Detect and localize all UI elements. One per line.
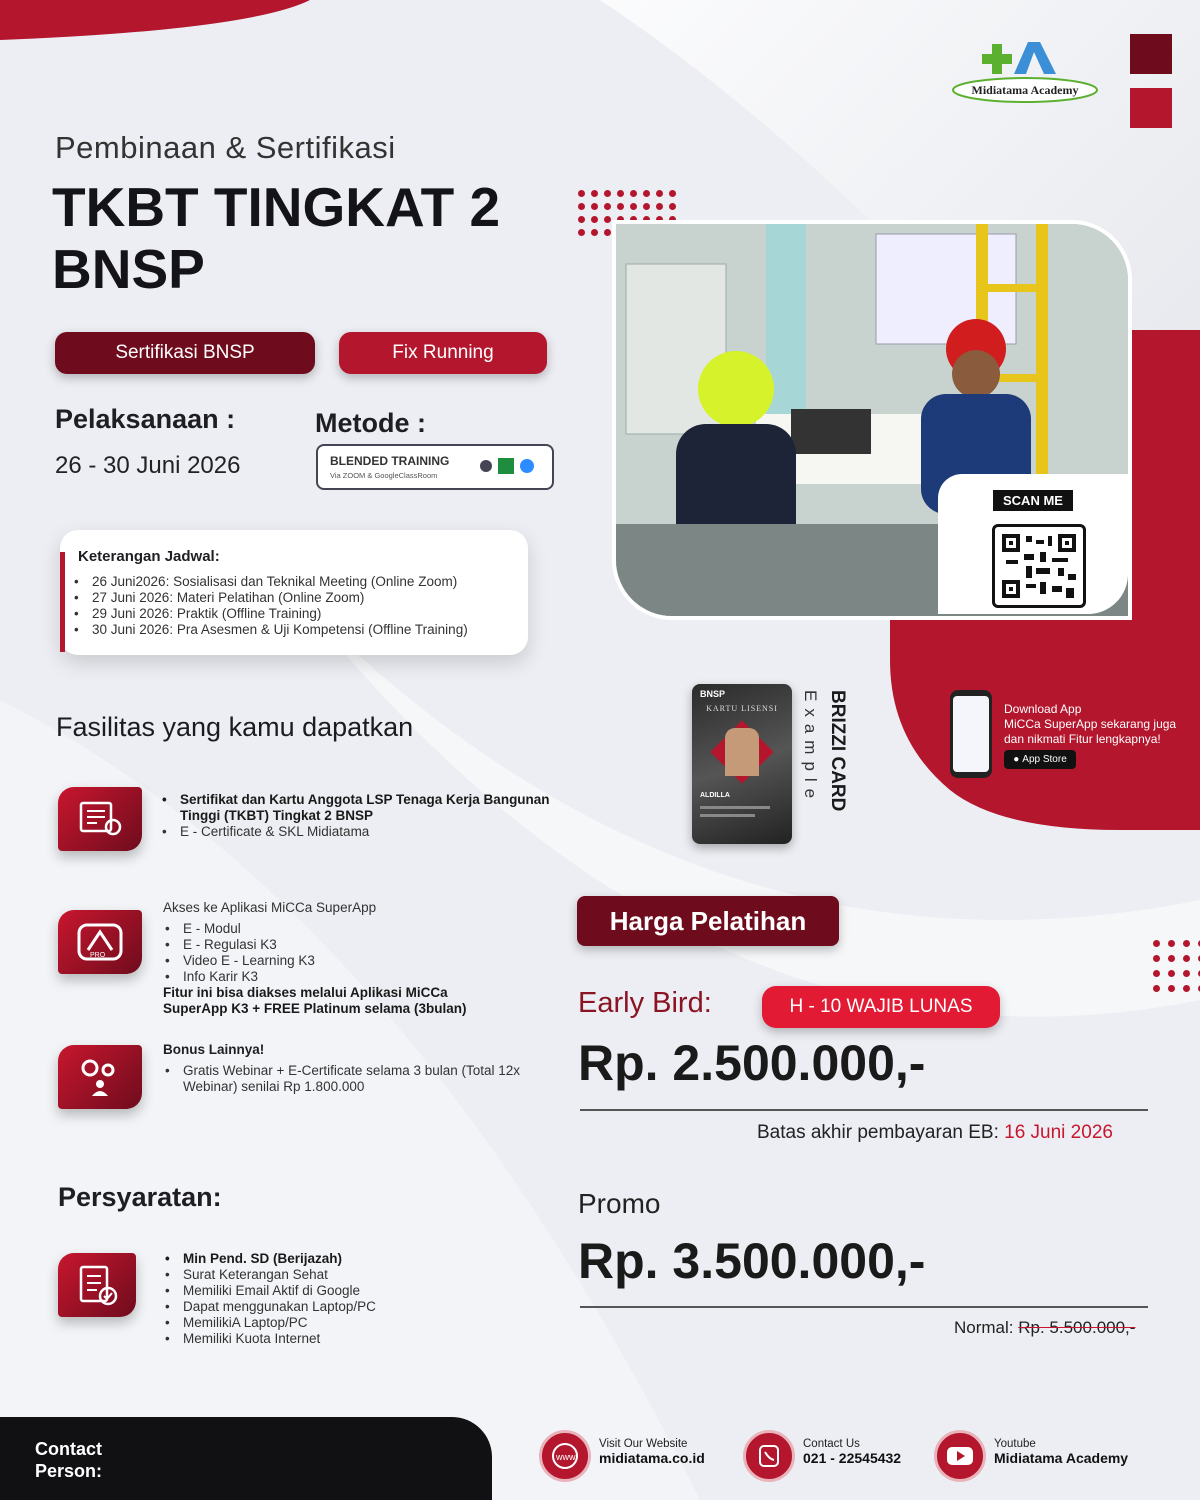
deadline-date: 16 Juni 2026 (1004, 1122, 1113, 1143)
fasilitas-title: Fasilitas yang kamu dapatkan (56, 712, 414, 742)
deco-square-dark (1130, 34, 1172, 74)
fasilitas-item: • E - Certificate & SKL Midiatama (160, 824, 570, 840)
syarat-item: • Memiliki Email Aktif di Google (163, 1283, 543, 1299)
hero-subtitle: Pembinaan & Sertifikasi (55, 130, 396, 165)
youtube-value: Midiatama Academy (994, 1450, 1129, 1466)
bonus-item: • Gratis Webinar + E-Certificate selama 3 bulan (Total 12x Webinar) senilai Rp 1.800.000 (163, 1063, 553, 1095)
early-bird-price: Rp. 2.500.000,- (578, 1035, 926, 1091)
metode-label: Metode : (315, 408, 426, 438)
svg-text:www: www (556, 1452, 576, 1462)
phone-value: 021 - 22545432 (803, 1450, 902, 1466)
phone-mockup (950, 690, 992, 778)
pelaksanaan-date: 26 - 30 Juni 2026 (55, 452, 241, 479)
certificate-icon-box (58, 787, 142, 851)
youtube-info[interactable] (994, 1438, 1128, 1466)
meet-icon (520, 459, 534, 473)
hero-title (52, 176, 500, 300)
svg-text:PRO: PRO (90, 952, 106, 959)
gears-icon (76, 1056, 124, 1098)
phone-icon-circle[interactable] (743, 1430, 795, 1482)
normal-price (954, 1318, 1135, 1338)
certificate-icon (77, 799, 123, 839)
contact-line1: Contact (35, 1439, 102, 1459)
app-store-button[interactable] (1004, 750, 1076, 769)
early-divider (580, 1109, 1148, 1111)
schedule-item: • 29 Juni 2026: Praktik (Offline Training) (72, 606, 522, 622)
youtube-label: Youtube (994, 1438, 1036, 1450)
app-store-label: App Store (1022, 754, 1067, 765)
classroom-icon (498, 458, 514, 474)
phone-info[interactable] (803, 1438, 901, 1466)
promo-price: Rp. 3.500.000,- (578, 1233, 926, 1289)
globe-icon (550, 1441, 580, 1471)
app-line3: dan nikmati Fitur lengkapnya! (1004, 732, 1161, 746)
syarat-item: • MemilikiA Laptop/PC (163, 1315, 543, 1331)
app-line1: Download App (1004, 702, 1082, 716)
website-icon[interactable] (539, 1430, 591, 1482)
id-card-photo (725, 728, 759, 776)
phone-label: Contact Us (803, 1438, 860, 1450)
syarat-list (163, 1251, 543, 1347)
id-card-example (692, 684, 792, 844)
app-text (1004, 702, 1176, 747)
syarat-item: • Memiliki Kuota Internet (163, 1331, 543, 1347)
zoom-icon (480, 460, 492, 472)
fasilitas-block3 (163, 1042, 563, 1095)
fasilitas-block2 (163, 900, 563, 1017)
apple-icon: ● (1013, 754, 1020, 765)
bonus-list (163, 1063, 563, 1095)
id-card-bnsp: BNSP (700, 689, 726, 699)
bonus-icon-box (58, 1045, 142, 1109)
phone-icon (756, 1443, 782, 1469)
schedule-item: • 27 Juni 2026: Materi Pelatihan (Online Zoom) (72, 590, 522, 606)
logo (950, 38, 1100, 108)
deco-square-red (1130, 88, 1172, 128)
promo-divider (580, 1306, 1148, 1308)
youtube-icon (946, 1445, 974, 1467)
website-value: midiatama.co.id (599, 1450, 705, 1466)
fasilitas-intro: Akses ke Aplikasi MiCCa SuperApp (163, 900, 377, 915)
checklist-icon (75, 1263, 119, 1307)
scan-me-label: SCAN ME (993, 490, 1073, 511)
schedule-accent (60, 552, 65, 652)
checklist-icon-box (58, 1253, 136, 1317)
website-label: Visit Our Website (599, 1438, 688, 1450)
tag-sertifikasi: Sertifikasi BNSP (55, 332, 315, 374)
harga-title: Harga Pelatihan (577, 896, 839, 946)
metode-badge-sub: Via ZOOM & GoogleClassRoom (330, 471, 438, 480)
fasilitas-note: Fitur ini bisa diakses melalui Aplikasi MiCCa SuperApp K3 + FREE Platinum selama (3bulan) (163, 985, 467, 1016)
syarat-title: Persyaratan: (58, 1182, 222, 1212)
hero-title-line2: BNSP (52, 238, 205, 300)
fasilitas-app-list (163, 921, 563, 985)
early-bird-label: Early Bird: (578, 987, 712, 1019)
app-icon-box (58, 910, 142, 974)
example-label: Example (801, 690, 820, 806)
early-bird-badge: H - 10 WAJIB LUNAS (762, 986, 1000, 1028)
metode-badge (316, 444, 554, 490)
micca-app-icon (76, 922, 124, 962)
schedule-item: • 26 Juni2026: Sosialisasi dan Teknikal Meeting (Online Zoom) (72, 574, 522, 590)
qr-panel (938, 474, 1128, 614)
id-card-name: ALDILLA (700, 792, 730, 799)
schedule-card (60, 530, 528, 655)
fasilitas-item: • E - Regulasi K3 (163, 937, 563, 953)
website-info[interactable] (599, 1438, 705, 1466)
youtube-icon-circle[interactable] (934, 1430, 986, 1482)
training-photo (612, 220, 1132, 620)
fasilitas-item: • E - Modul (163, 921, 563, 937)
deadline (757, 1122, 1113, 1144)
fasilitas-item: • Sertifikat dan Kartu Anggota LSP Tenaga Kerja Bangunan Tinggi (TKBT) Tingkat 2 BNSP (160, 792, 570, 824)
deco-dots-right (1153, 940, 1200, 992)
schedule-list (72, 574, 522, 638)
contact-line2: Person: (35, 1461, 103, 1481)
qr-code[interactable] (992, 524, 1086, 608)
contact-panel (0, 1417, 492, 1500)
hero-title-line1: TKBT TINGKAT 2 (52, 176, 501, 238)
fasilitas-block1 (160, 792, 570, 840)
syarat-item: • Min Pend. SD (Berijazah) (163, 1251, 543, 1267)
brizzi-label: BRIZZI CARD (827, 690, 848, 812)
app-line2: MiCCa SuperApp sekarang juga (1004, 717, 1177, 731)
schedule-title: Keterangan Jadwal: (78, 548, 220, 565)
deadline-label: Batas akhir pembayaran EB: (757, 1122, 999, 1143)
logo-text: Midiatama Academy (971, 83, 1079, 97)
tag-fix-running: Fix Running (339, 332, 547, 374)
fasilitas-item: • Info Karir K3 (163, 969, 563, 985)
metode-badge-title: BLENDED TRAINING (330, 454, 450, 468)
schedule-item: • 30 Juni 2026: Pra Asesmen & Uji Kompetensi (Offline Training) (72, 622, 522, 638)
syarat-item: • Surat Keterangan Sehat (163, 1267, 543, 1283)
normal-label: Normal: (954, 1318, 1014, 1337)
pelaksanaan-label: Pelaksanaan : (55, 404, 236, 434)
normal-value: Rp. 5.500.000,- (1018, 1318, 1136, 1337)
id-card-header: KARTU LISENSI (706, 704, 778, 713)
qr-code-icon (1002, 534, 1076, 598)
syarat-item: • Dapat menggunakan Laptop/PC (163, 1299, 543, 1315)
promo-label: Promo (578, 1188, 661, 1219)
fasilitas-item: • Video E - Learning K3 (163, 953, 563, 969)
bonus-title: Bonus Lainnya! (163, 1042, 265, 1057)
